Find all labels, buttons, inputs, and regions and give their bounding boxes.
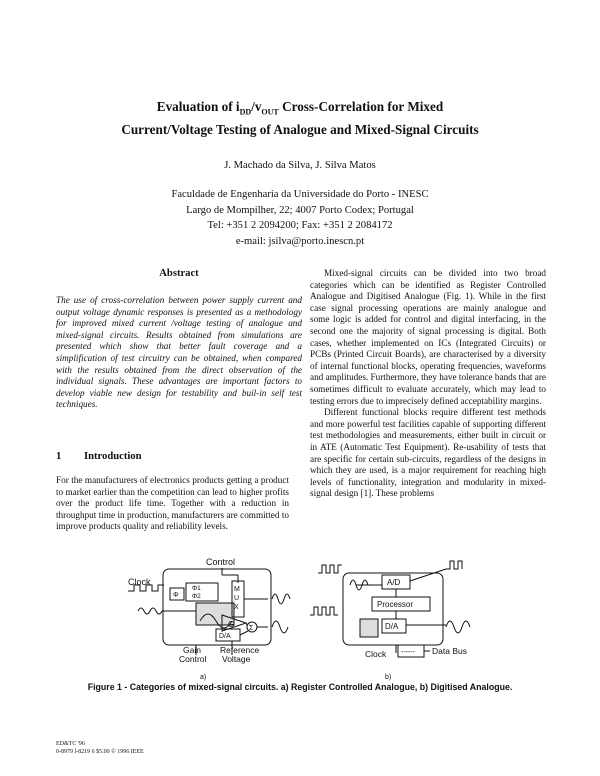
affiliation-line: Faculdade de Engenharia da Universidade do Porto - INESC bbox=[171, 189, 429, 200]
footer-copyright: 0-8979 l-8219 6 $5.00 © 1996 IEEE bbox=[56, 749, 144, 755]
page-footer bbox=[56, 740, 144, 756]
section-number: 1 bbox=[56, 451, 62, 462]
svg-text:X: X bbox=[234, 604, 239, 611]
paragraph: Different functional blocks require different test methods and more powerful test facilities capable of supporting different test methodologies and measurements, either built in circuit or in ATE (Automatic Test Equipment). Re-usability of tests that are specific for certain sub-circuits, regardless of the designs in which they are used, is a major requirement for reaching high levels of functionality, integration and modularity in mixed-signal design [1]. These problems bbox=[310, 407, 546, 499]
processor-label: Processor bbox=[377, 600, 414, 609]
title-line-1: Evaluation of $i_{DD}/v_{OUT}$ Cross-Correlation for Mixed bbox=[156, 99, 444, 117]
data-bus-label: Data Bus bbox=[432, 646, 467, 656]
affiliation-phone: Tel: +351 2 2094200; Fax: +351 2 2084172 bbox=[207, 220, 393, 231]
input-pulse-train-1 bbox=[318, 565, 342, 573]
affiliation-line: Largo de Mompilher, 22; 4007 Porto Codex; Portugal bbox=[186, 204, 414, 216]
output-wave-1 bbox=[272, 594, 290, 604]
section-title: Introduction bbox=[84, 451, 142, 462]
abstract-text: The use of cross-correlation between power supply current and output voltage dynamic responses is presented as a methodology for improved mixed current /voltage testing of analogue and mixed-signal circuits. Results obtained from simulations are presented which show that better fault coverage and a simplification of test circuitry can be obtained, when compared with the results obtained from the direct observation of the individual signals. These advantages are important factors to develop viable new design for testability and buil-in self test techniques. bbox=[56, 295, 302, 410]
clock-label: Clock bbox=[128, 577, 151, 587]
abstract-heading: Abstract bbox=[159, 268, 199, 279]
figure-1a bbox=[128, 557, 290, 681]
output-wave-2 bbox=[272, 621, 288, 633]
svg-text:Voltage: Voltage bbox=[222, 654, 251, 664]
mux-label: M bbox=[234, 586, 240, 593]
title-line-2: Current/Voltage Testing of Analogue and Mixed-Signal Circuits bbox=[121, 121, 479, 137]
footer-conference: ED&TC '96 bbox=[56, 741, 85, 747]
figure-caption: Figure 1 - Categories of mixed-signal circuits. a) Register Controlled Analogue, b) Digitised Analogue. bbox=[87, 682, 513, 692]
svg-text:------: ------ bbox=[401, 649, 415, 656]
figure-1b bbox=[310, 561, 470, 681]
right-column bbox=[310, 268, 546, 500]
input-wave bbox=[138, 608, 162, 614]
output-pulse-train bbox=[446, 561, 462, 569]
reference-voltage-label: Reference bbox=[220, 645, 260, 655]
analog-output-wave bbox=[446, 621, 470, 633]
phi-phases-block bbox=[186, 583, 218, 601]
figure-1 bbox=[0, 545, 600, 681]
phi2-label: Φ2 bbox=[192, 593, 201, 600]
subfigure-b-label: b) bbox=[385, 674, 392, 681]
paper-title bbox=[0, 98, 600, 138]
ad-label: A/D bbox=[387, 578, 401, 587]
svg-text:U: U bbox=[234, 595, 240, 602]
sum-label: Σ bbox=[249, 625, 254, 632]
subfigure-a-label: a) bbox=[200, 674, 207, 681]
phi-label: Φ bbox=[173, 592, 179, 599]
authors: J. Machado da Silva, J. Silva Matos bbox=[224, 160, 376, 171]
control-label: Control bbox=[206, 557, 236, 567]
input-pulse-train-2 bbox=[310, 607, 338, 615]
filter-block bbox=[360, 619, 378, 637]
gain-control-label: Gain bbox=[183, 645, 201, 655]
clock-label: Clock bbox=[365, 649, 387, 659]
section-heading bbox=[56, 451, 142, 462]
da-label: D/A bbox=[219, 633, 231, 640]
introduction-text: For the manufacturers of electronics products getting a product to market earlier than the competition can lead to higher profits over the product life time. Together with a reduction in throughput time in production, manufacturers are committed to improve products quality and reliability levels. bbox=[56, 475, 289, 532]
da-label: D/A bbox=[385, 622, 399, 631]
gain-g-label: G bbox=[228, 620, 235, 629]
paragraph: Mixed-signal circuits can be divided into two broad categories which can be identified as Register Controlled Analogue and Digitised Analogue (Fig. 1). While in the first case signal processing operations are mainly analogue and some logic is added for control and digital interfacing, in the second one the majority of signal processing is digital. Both cases, whether implemented on ICs (Integrated Circuits) or PCBs (Printed Circuit Boards), are characterised by a diversity of internal functional blocks, operating frequencies, waveforms and amplitudes. Furthermore, they have tolerance bands that are sometimes difficult to evaluate accurately, which may lead to testing errors due to imprecisely defined acceptability margins. bbox=[310, 268, 546, 406]
affiliation bbox=[0, 187, 600, 249]
phi1-label: Φ1 bbox=[192, 585, 201, 592]
svg-text:Control: Control bbox=[179, 654, 207, 664]
affiliation-email: e-mail: jsilva@porto.inescn.pt bbox=[235, 235, 365, 247]
